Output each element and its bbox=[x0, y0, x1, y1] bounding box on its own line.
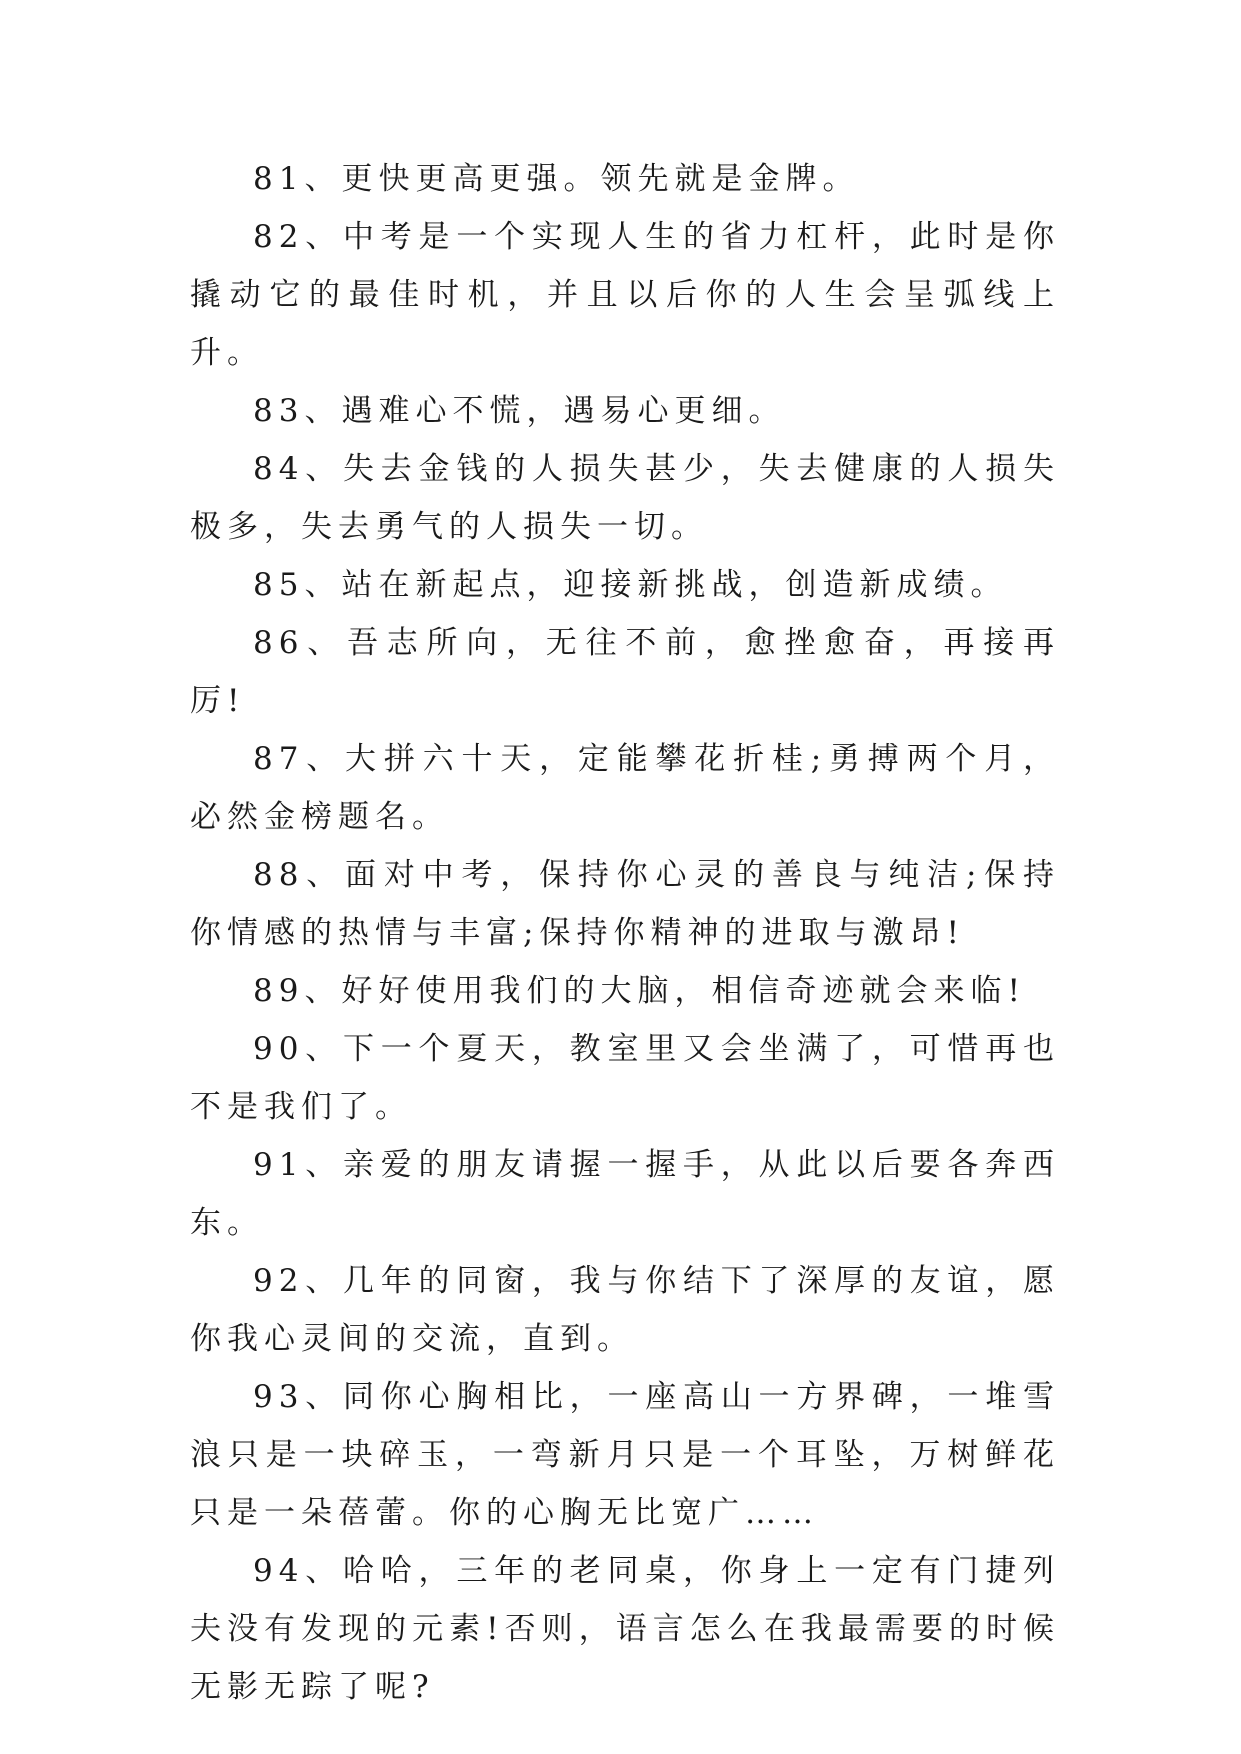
paragraph-92: 92、几年的同窗，我与你结下了深厚的友谊，愿你我心灵间的交流，直到。 bbox=[190, 1263, 1060, 1357]
paragraph-88: 88、面对中考，保持你心灵的善良与纯洁;保持你情感的热情与丰富;保持你精神的进取与激昂! bbox=[190, 857, 1060, 951]
paragraph-89: 89、好好使用我们的大脑，相信奇迹就会来临! bbox=[253, 973, 1026, 1009]
paragraph-84: 84、失去金钱的人损失甚少，失去健康的人损失极多，失去勇气的人损失一切。 bbox=[190, 451, 1060, 545]
paragraph-94: 94、哈哈，三年的老同桌，你身上一定有门捷列夫没有发现的元素!否则，语言怎么在我最需要的时候无影无踪了呢? bbox=[190, 1553, 1060, 1705]
paragraph-90: 90、下一个夏天，教室里又会坐满了，可惜再也不是我们了。 bbox=[190, 1031, 1060, 1125]
paragraph-91: 91、亲爱的朋友请握一握手，从此以后要各奔西东。 bbox=[190, 1147, 1060, 1241]
paragraph-83: 83、遇难心不慌，遇易心更细。 bbox=[253, 393, 786, 429]
paragraph-93: 93、同你心胸相比，一座高山一方界碑，一堆雪浪只是一块碎玉，一弯新月只是一个耳坠，万树鲜花只是一朵蓓蕾。你的心胸无比宽广…… bbox=[190, 1379, 1060, 1531]
paragraph-87: 87、大拼六十天，定能攀花折桂;勇搏两个月，必然金榜题名。 bbox=[190, 741, 1060, 835]
document-body bbox=[190, 150, 1060, 1716]
paragraph-81: 81、更快更高更强。领先就是金牌。 bbox=[253, 161, 860, 197]
paragraph-82: 82、中考是一个实现人生的省力杠杆，此时是你撬动它的最佳时机，并且以后你的人生会呈弧线上升。 bbox=[190, 219, 1060, 371]
paragraph-85: 85、站在新起点，迎接新挑战，创造新成绩。 bbox=[253, 567, 1008, 603]
paragraph-86: 86、吾志所向，无往不前，愈挫愈奋，再接再厉! bbox=[190, 625, 1060, 719]
